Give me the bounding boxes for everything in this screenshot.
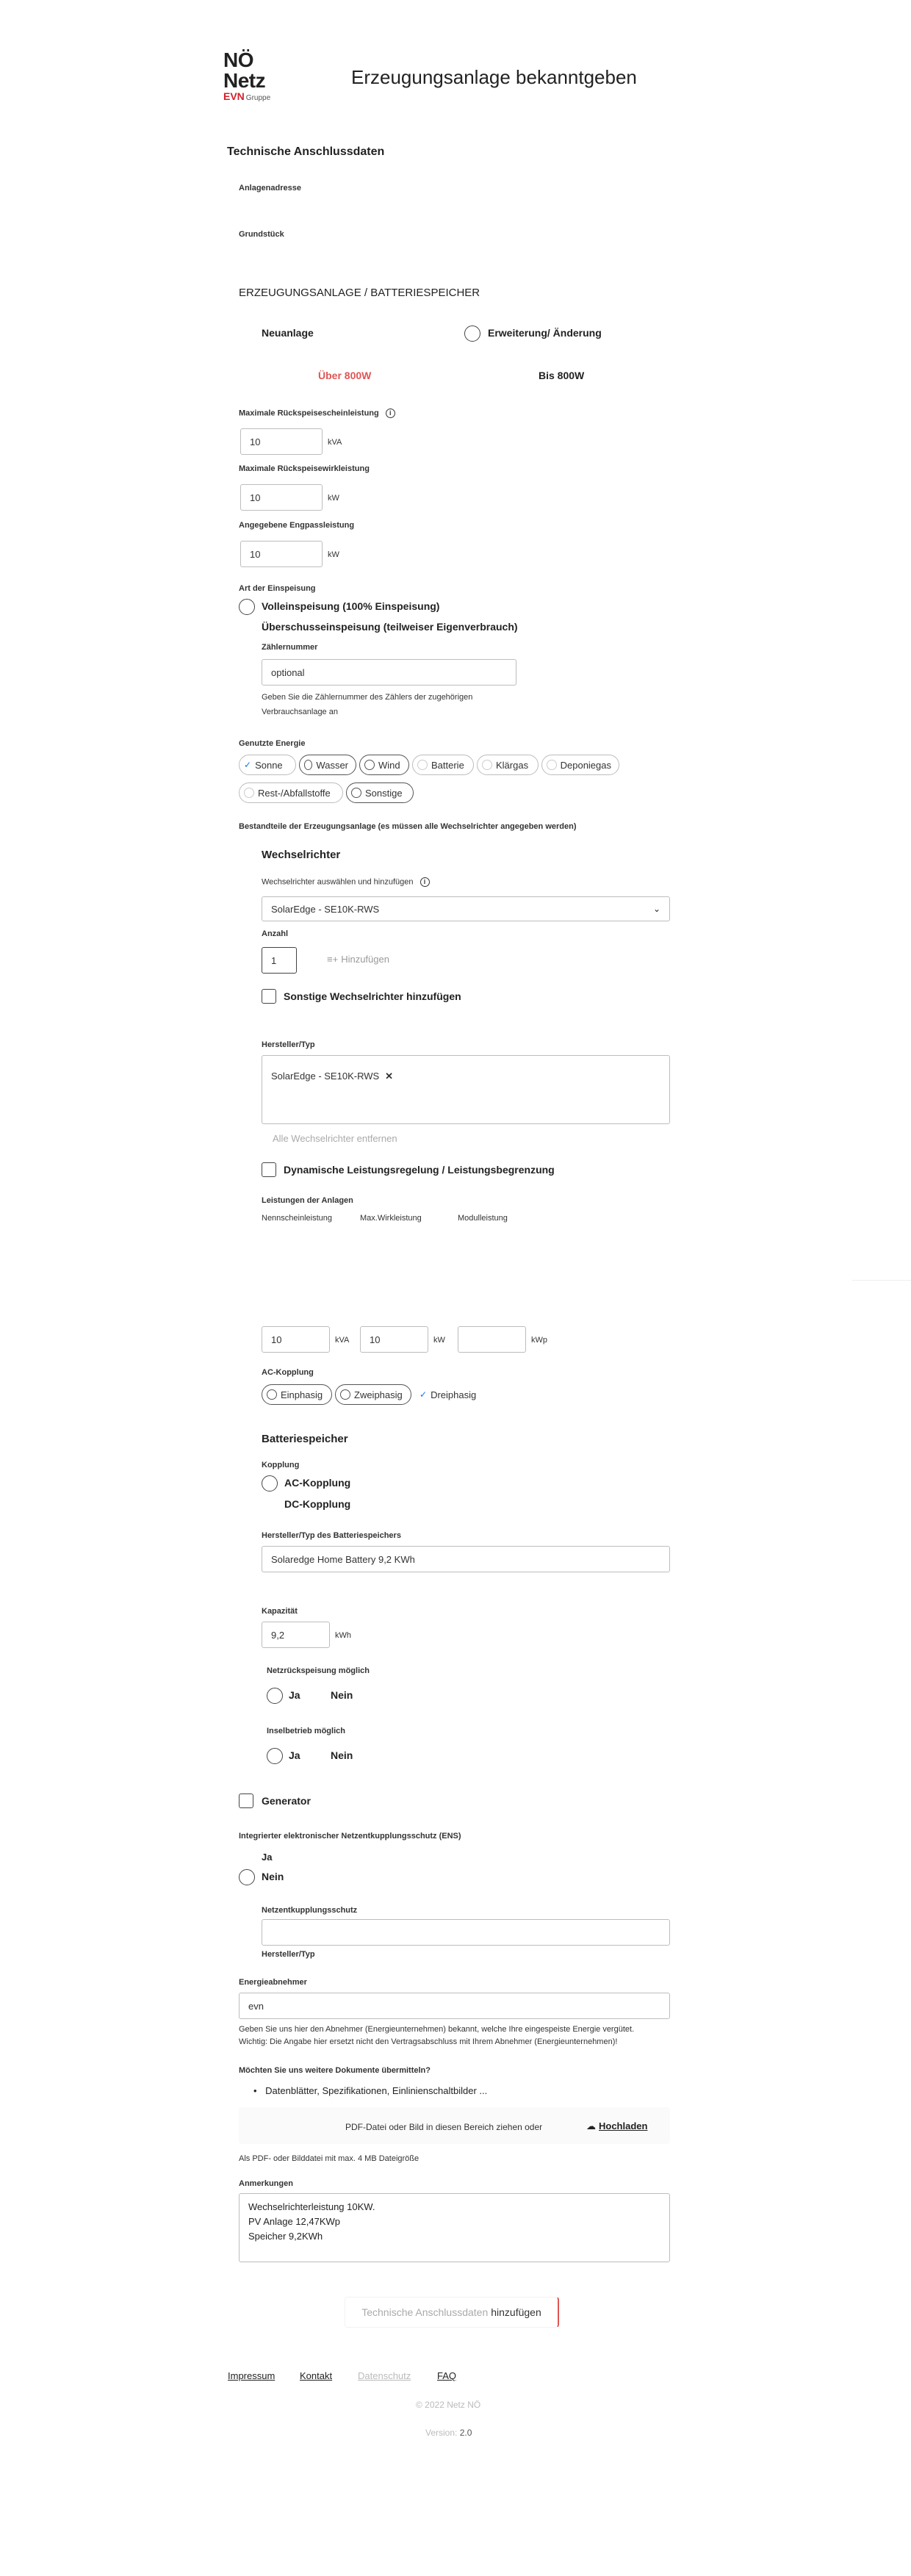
bestandteile-label: Bestandteile der Erzeugungsanlage (es müssen alle Wechselrichter angegeben werden) xyxy=(239,822,577,831)
submit-button[interactable] xyxy=(345,2297,559,2328)
anzahl-input[interactable]: 1 xyxy=(262,947,297,974)
energie-chip-sonne[interactable] xyxy=(239,755,296,775)
dokumente-bullet-text: Datenblätter, Spezifikationen, Einlinienschaltbilder ... xyxy=(265,2085,488,2096)
zaehler-label: Zählernummer xyxy=(262,643,318,652)
netzrueck-ja-label: Ja xyxy=(289,1689,300,1701)
batt-hersteller-label: Hersteller/Typ des Batteriespeichers xyxy=(262,1531,401,1540)
dokumente-question: Möchten Sie uns weitere Dokumente übermitteln? xyxy=(239,2066,431,2075)
volleinspeisung-label: Volleinspeisung (100% Einspeisung) xyxy=(262,600,440,612)
neuanlage-option[interactable]: Neuanlage xyxy=(262,327,314,339)
sonstige-wr-label: Sonstige Wechselrichter hinzufügen xyxy=(284,990,461,1002)
chevron-down-icon: ⌄ xyxy=(652,904,660,914)
wr-select-label xyxy=(262,877,430,887)
footer-version xyxy=(425,2428,472,2438)
phase-chip-dreiphasig[interactable] xyxy=(414,1384,486,1405)
radio-dot-icon xyxy=(340,1389,350,1400)
zaehler-hint-1: Geben Sie die Zählernummer des Zählers der zugehörigen xyxy=(262,693,473,702)
abnehmer-label: Energieabnehmer xyxy=(239,1978,307,1987)
footer-kontakt[interactable]: Kontakt xyxy=(300,2370,333,2381)
modul-input[interactable] xyxy=(458,1326,526,1353)
anmerkungen-line-1: Wechselrichterleistung 10KW. xyxy=(248,2201,375,2212)
insel-nein-option[interactable]: Nein xyxy=(331,1749,353,1761)
leistungen-label: Leistungen der Anlagen xyxy=(262,1196,353,1205)
max-rueck-wirk-unit: kW xyxy=(328,494,339,503)
page-title: Erzeugungsanlage bekanntgeben xyxy=(351,66,637,88)
generator-checkbox[interactable] xyxy=(239,1794,253,1808)
radio-dot-icon xyxy=(417,760,428,770)
anmerkungen-label: Anmerkungen xyxy=(239,2179,293,2188)
footer-datenschutz[interactable]: Datenschutz xyxy=(358,2370,411,2381)
max-unit: kW xyxy=(433,1336,445,1345)
hinzufuegen-label: Hinzufügen xyxy=(341,954,389,965)
hersteller-label: Hersteller/Typ xyxy=(262,1040,315,1049)
check-icon: ✓ xyxy=(420,1389,428,1400)
zaehler-hint-2: Verbrauchsanlage an xyxy=(262,708,338,716)
wr-tag-box[interactable] xyxy=(262,1055,670,1124)
ac-kopplung-label: AC-Kopplung xyxy=(262,1368,314,1377)
footer-faq[interactable]: FAQ xyxy=(437,2370,457,2381)
sonstige-wr-checkbox[interactable] xyxy=(262,989,276,1004)
ac-kopplung-option: AC-Kopplung xyxy=(284,1477,351,1489)
close-icon[interactable]: ✕ xyxy=(385,1071,394,1082)
col-max: Max.Wirkleistung xyxy=(360,1214,422,1223)
phase-chip-label: Einphasig xyxy=(281,1389,323,1400)
wr-select-label-text: Wechselrichter auswählen und hinzufügen xyxy=(262,877,414,887)
add-list-icon: ≡+ xyxy=(327,954,339,965)
max-rueck-schein-input[interactable]: 10 xyxy=(240,428,323,455)
energie-chip-deponiegas[interactable] xyxy=(541,755,619,775)
energie-chip-label: Wasser xyxy=(316,759,348,771)
netzrueck-ja-radio[interactable] xyxy=(267,1688,283,1704)
bis-800-option[interactable]: Bis 800W xyxy=(539,370,585,381)
dropzone-text: PDF-Datei oder Bild in diesen Bereich ziehen oder xyxy=(345,2122,543,2132)
anzahl-label: Anzahl xyxy=(262,929,289,938)
ueber-800-option[interactable]: Über 800W xyxy=(318,370,372,381)
hinzufuegen-button[interactable] xyxy=(327,954,389,965)
max-input[interactable]: 10 xyxy=(360,1326,428,1353)
batterie-title: Batteriespeicher xyxy=(262,1433,348,1445)
cloud-upload-icon: ☁ xyxy=(586,2120,596,2131)
divider xyxy=(852,1280,911,1281)
wr-select-value: SolarEdge - SE10K-RWS xyxy=(271,903,380,915)
info-icon[interactable]: i xyxy=(386,409,395,418)
einspeisung-label: Art der Einspeisung xyxy=(239,584,316,593)
kopplung-label: Kopplung xyxy=(262,1461,300,1469)
format-hint: Als PDF- oder Bilddatei mit max. 4 MB Dateigröße xyxy=(239,2154,420,2163)
ens-nein-label: Nein xyxy=(262,1871,284,1882)
kapazitaet-label: Kapazität xyxy=(262,1607,298,1616)
abnehmer-input[interactable]: evn xyxy=(239,1993,670,2019)
radio-dot-icon xyxy=(267,1389,277,1400)
grundstueck-label: Grundstück xyxy=(239,230,284,239)
dynamische-label: Dynamische Leistungsregelung / Leistungsbegrenzung xyxy=(284,1164,555,1176)
erweiterung-radio[interactable] xyxy=(464,325,480,342)
nenn-input[interactable]: 10 xyxy=(262,1326,330,1353)
anlagenadresse-label: Anlagenadresse xyxy=(239,184,301,193)
netzrueck-nein-option[interactable]: Nein xyxy=(331,1689,353,1701)
submit-label-2: hinzufügen xyxy=(491,2306,541,2318)
anmerkungen-line-2: PV Anlage 12,47KWp xyxy=(248,2216,341,2227)
modul-unit: kWp xyxy=(531,1336,547,1345)
hochladen-label: Hochladen xyxy=(599,2120,648,2131)
abnehmer-hint-1: Geben Sie uns hier den Abnehmer (Energieunternehmen) bekannt, welche Ihre eingespeiste Energie vergütet. xyxy=(239,2025,635,2034)
ens-ja-option[interactable]: Ja xyxy=(262,1852,273,1863)
anlage-title: ERZEUGUNGSANLAGE / BATTERIESPEICHER xyxy=(239,287,480,299)
ens-nein-radio[interactable] xyxy=(239,1869,255,1885)
abnehmer-hint-2: Wichtig: Die Angabe hier ersetzt nicht den Vertragsabschluss mit Ihrem Abnehmer (Energieunternehmen)! xyxy=(239,2037,618,2046)
footer-version-label: Version: xyxy=(425,2428,458,2438)
dynamische-checkbox[interactable] xyxy=(262,1162,276,1177)
energie-chip-sonstige[interactable] xyxy=(346,782,414,803)
kapazitaet-unit: kWh xyxy=(335,1631,351,1640)
footer-version-value: 2.0 xyxy=(459,2428,472,2438)
energie-chip-klaergas[interactable] xyxy=(477,755,539,775)
energie-label: Genutzte Energie xyxy=(239,739,306,748)
nenn-unit: kVA xyxy=(335,1336,350,1345)
insel-ja-radio[interactable] xyxy=(267,1748,283,1764)
logo-line-1: NÖ xyxy=(223,48,253,71)
ens-hersteller-label: Hersteller/Typ xyxy=(262,1950,315,1959)
engpass-input[interactable]: 10 xyxy=(240,541,323,567)
netzentk-input[interactable] xyxy=(262,1919,670,1946)
energie-chip-wind[interactable] xyxy=(359,755,409,775)
col-modul: Modulleistung xyxy=(458,1214,508,1223)
energie-chip-label: Klärgas xyxy=(496,759,529,771)
phase-chip-einphasig[interactable] xyxy=(262,1384,332,1405)
anmerkungen-textarea[interactable] xyxy=(239,2193,670,2262)
energie-chip-label: Rest-/Abfallstoffe xyxy=(258,787,331,799)
wr-title: Wechselrichter xyxy=(262,849,341,861)
energie-chip-label: Sonstige xyxy=(365,787,403,799)
logo-gruppe-text: Gruppe xyxy=(245,94,271,102)
ac-kopplung-radio[interactable] xyxy=(262,1475,278,1492)
logo-line-2: Netz xyxy=(223,69,266,92)
footer-copyright: © 2022 Netz NÖ xyxy=(416,2400,481,2410)
radio-dot-icon xyxy=(364,760,375,770)
engpass-unit: kW xyxy=(328,550,339,559)
energie-chip-label: Wind xyxy=(378,759,400,771)
erweiterung-label: Erweiterung/ Änderung xyxy=(488,327,602,339)
dokumente-bullet: • Datenblätter, Spezifikationen, Einlinienschaltbilder ... xyxy=(253,2085,488,2096)
max-rueck-schein-unit: kVA xyxy=(328,438,342,447)
batt-hersteller-input[interactable]: Solaredge Home Battery 9,2 KWh xyxy=(262,1546,670,1572)
radio-dot-icon xyxy=(304,760,312,770)
max-rueck-wirk-input[interactable]: 10 xyxy=(240,484,323,511)
energie-chip-label: Deponiegas xyxy=(560,759,611,771)
zaehler-input[interactable]: optional xyxy=(262,659,516,686)
logo-evn xyxy=(223,91,270,104)
hochladen-button[interactable] xyxy=(586,2120,647,2132)
radio-dot-icon xyxy=(351,788,361,798)
radio-dot-icon xyxy=(547,760,557,770)
wr-select[interactable] xyxy=(262,896,670,921)
ens-label: Integrierter elektronischer Netzentkupplungsschutz (ENS) xyxy=(239,1832,461,1841)
energie-chip-label: Sonne xyxy=(255,759,283,771)
submit-label-1: Technische Anschlussdaten xyxy=(361,2306,489,2318)
max-rueck-schein-text: Maximale Rückspeisescheinleistung xyxy=(239,409,379,418)
section-title-tech: Technische Anschlussdaten xyxy=(227,145,385,158)
radio-dot-icon xyxy=(244,788,254,798)
max-rueck-wirk-label: Maximale Rückspeisewirkleistung xyxy=(239,464,370,473)
alle-entfernen-button[interactable]: Alle Wechselrichter entfernen xyxy=(273,1133,397,1144)
dc-kopplung-option[interactable]: DC-Kopplung xyxy=(284,1498,351,1510)
generator-label: Generator xyxy=(262,1795,311,1807)
energie-chip-rest[interactable] xyxy=(239,782,343,803)
check-icon: ✓ xyxy=(244,760,252,770)
logo-evn-text: EVN xyxy=(223,90,245,102)
wr-tag-label: SolarEdge - SE10K-RWS xyxy=(271,1071,380,1082)
kapazitaet-input[interactable]: 9,2 xyxy=(262,1622,330,1648)
info-icon[interactable]: i xyxy=(420,877,430,887)
engpass-label: Angegebene Engpassleistung xyxy=(239,521,355,530)
energie-chip-label: Batterie xyxy=(431,759,464,771)
phase-chip-zweiphasig[interactable] xyxy=(335,1384,411,1405)
anmerkungen-line-3: Speicher 9,2KWh xyxy=(248,2231,323,2242)
netzentk-label: Netzentkupplungsschutz xyxy=(262,1906,358,1915)
netzrueck-label: Netzrückspeisung möglich xyxy=(267,1666,370,1675)
phase-chip-label: Dreiphasig xyxy=(431,1389,477,1400)
insel-label: Inselbetrieb möglich xyxy=(267,1727,345,1735)
energie-chip-wasser[interactable] xyxy=(299,755,356,775)
col-nenn: Nennscheinleistung xyxy=(262,1214,333,1223)
radio-dot-icon xyxy=(482,760,492,770)
wr-tag xyxy=(271,1071,393,1082)
energie-chip-batterie[interactable] xyxy=(412,755,474,775)
footer-impressum[interactable]: Impressum xyxy=(228,2370,276,2381)
ueberschuss-option[interactable]: Überschusseinspeisung (teilweiser Eigenverbrauch) xyxy=(262,621,518,633)
max-rueck-schein-label xyxy=(239,409,395,418)
volleinspeisung-radio[interactable] xyxy=(239,599,255,615)
insel-ja-label: Ja xyxy=(289,1749,300,1761)
phase-chip-label: Zweiphasig xyxy=(354,1389,403,1400)
